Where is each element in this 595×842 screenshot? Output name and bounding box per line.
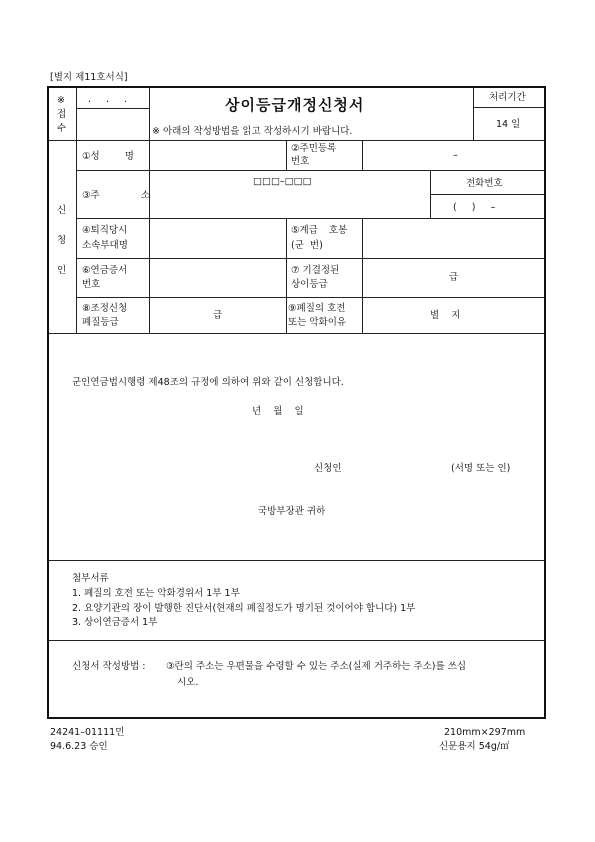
divider xyxy=(76,218,544,219)
address-label: ③주 소 xyxy=(82,190,150,201)
unit-label-1: ④퇴직당시 xyxy=(82,225,128,236)
divider xyxy=(149,88,150,140)
rank-label-2: (군 번) xyxy=(291,240,323,251)
method-line-2: 시오. xyxy=(177,677,199,688)
date-line[interactable]: 년 월 일 xyxy=(252,406,304,417)
unit-label-2: 소속부대명 xyxy=(82,240,128,251)
footer-size: 210mm×297mm xyxy=(444,727,526,738)
divider xyxy=(362,140,363,170)
divider xyxy=(49,560,544,561)
statement: 군인연금법시행령 제48조의 규정에 의하여 위와 같이 신청합니다. xyxy=(72,377,344,388)
signer-field[interactable] xyxy=(350,458,445,476)
attachments-heading: 첨부서류 xyxy=(72,573,109,584)
form-title: 상이등급개정신청서 xyxy=(225,96,365,114)
existing-grade-field[interactable]: 급 xyxy=(449,272,459,283)
divider xyxy=(76,170,544,171)
divider xyxy=(430,194,544,195)
adjust-grade-label-2: 폐질등급 xyxy=(82,317,119,328)
rank-field[interactable] xyxy=(364,220,542,256)
sign-hint: (서명 또는 인) xyxy=(451,463,511,474)
adjust-grade-label-1: ⑧조정신청 xyxy=(82,303,128,314)
processing-period-label: 처리기간 xyxy=(489,92,526,103)
rrn-label-2: 번호 xyxy=(291,156,310,167)
divider xyxy=(76,108,149,109)
address-postal-code[interactable]: □□□–□□□ xyxy=(253,176,312,187)
divider xyxy=(286,218,287,333)
method-label: 신청서 작성방법 : xyxy=(72,661,146,672)
divider xyxy=(473,88,474,140)
divider xyxy=(76,297,544,298)
pension-label-1: ⑥연금증서 xyxy=(82,265,128,276)
reason-label-2: 또는 악화이유 xyxy=(288,317,347,328)
form-number: [별지 제11호서식] xyxy=(50,72,128,83)
adjust-grade-field[interactable]: 급 xyxy=(213,310,223,321)
divider xyxy=(76,140,77,333)
processing-period-value: 14 일 xyxy=(496,119,521,130)
applicant-section-label-1: 신 xyxy=(57,205,67,216)
name-field[interactable] xyxy=(151,142,284,168)
rank-label-1: ⑤계급 호봉 xyxy=(291,225,348,236)
phone-field[interactable]: ( ) – xyxy=(453,202,496,213)
instruction-note: ※ 아래의 작성방법을 읽고 작성하시기 바랍니다. xyxy=(152,126,353,137)
receipt-label-1: 접 xyxy=(57,109,67,120)
footer-approval: 94.6.23 승인 xyxy=(50,741,108,752)
pension-label-2: 번호 xyxy=(82,279,101,290)
receipt-dots: . . . xyxy=(88,94,134,105)
recipient: 국방부장관 귀하 xyxy=(258,506,326,517)
attachment-item: 1. 폐질의 호전 또는 악화경위서 1부 1부 xyxy=(72,588,240,599)
existing-grade-label-1: ⑦ 기결정된 xyxy=(291,265,340,276)
applicant-section-label-3: 인 xyxy=(57,265,67,276)
existing-grade-label-2: 상이등급 xyxy=(291,279,328,290)
attachment-item: 3. 상이연금증서 1부 xyxy=(72,617,158,628)
receipt-label-2: 수 xyxy=(57,123,67,134)
method-line-1: ③란의 주소는 우편물을 수령할 수 있는 주소(실제 거주하는 주소)를 쓰십 xyxy=(166,661,467,672)
divider xyxy=(49,140,544,141)
reason-field[interactable]: 별 지 xyxy=(430,310,461,321)
divider xyxy=(473,107,544,108)
rrn-label-1: ②주민등록 xyxy=(291,143,337,154)
footer-paper: 신문용지 54g/㎡ xyxy=(439,741,510,752)
applicant-section-label-2: 청 xyxy=(57,235,67,246)
footer-code: 24241–01111민 xyxy=(50,727,125,738)
signer-label: 신청인 xyxy=(314,463,342,474)
unit-field[interactable] xyxy=(151,220,284,256)
name-label: ①성 명 xyxy=(82,151,134,162)
divider xyxy=(76,88,77,140)
divider xyxy=(49,640,544,641)
divider xyxy=(286,140,287,170)
reason-label-1: ⑨폐질의 호전 xyxy=(288,303,346,314)
pension-field[interactable] xyxy=(151,260,284,295)
rrn-field[interactable]: – xyxy=(453,150,458,161)
divider xyxy=(362,218,363,333)
divider xyxy=(149,140,150,333)
phone-label: 전화번호 xyxy=(466,178,503,189)
attachment-item: 2. 요양기관의 장이 발행한 진단서(현재의 폐질정도가 명기된 것이어야 합니다) 1부 xyxy=(72,603,416,614)
divider xyxy=(76,258,544,259)
divider xyxy=(49,333,544,334)
receipt-marker: ※ xyxy=(57,95,65,106)
